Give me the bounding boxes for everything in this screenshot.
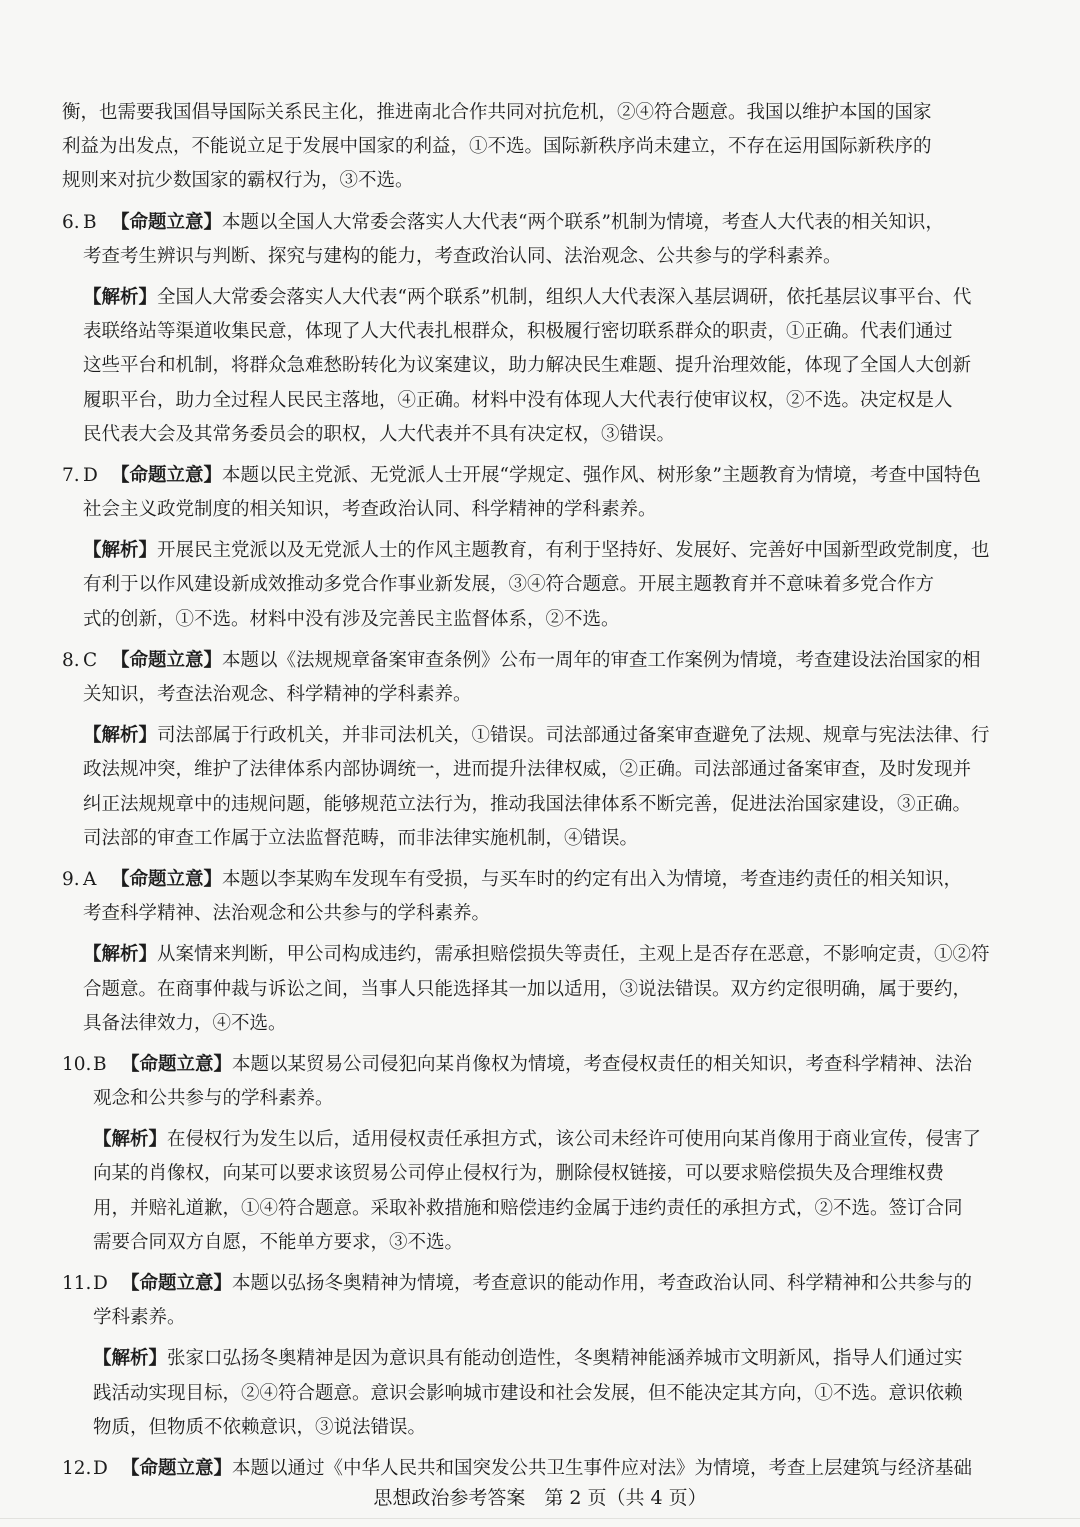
intent-text: 社会主义政党制度的相关知识，考查政治认同、科学精神的学科素养。 <box>83 499 657 521</box>
analysis-text: 张家口弘扬冬奥精神是因为意识具有能动创造性，冬奥精神能涵养城市文明新风，指导人们通过实 <box>167 1348 963 1370</box>
question-number: 7. <box>62 464 80 486</box>
question-intent-line <box>62 1048 1027 1082</box>
intent-text: 本题以全国人大常委会落实人大代表“两个联系”机制为情境，考查人大代表的相关知识， <box>222 211 944 233</box>
question-8 <box>62 644 1027 856</box>
intent-text: 本题以通过《中华人民共和国突发公共卫生事件应对法》为情境，考查上层建筑与经济基础 <box>232 1457 973 1479</box>
page-bottom-edge <box>0 1518 1080 1519</box>
analysis-text: 需要合同双方自愿，不能单方要求，③不选。 <box>93 1231 464 1253</box>
intent-tag: 【命题立意】 <box>121 1273 233 1294</box>
answer-letter: B <box>83 211 97 233</box>
analysis-line <box>62 281 1027 315</box>
analysis-line <box>62 534 1027 568</box>
continued-analysis <box>62 96 1027 199</box>
question-intent-line <box>62 1452 1027 1486</box>
analysis-text: 司法部属于行政机关，并非司法机关，①错误。司法部通过备案审查避免了法规、规章与宪法法律、行 <box>157 725 990 747</box>
page-footer: 思想政治参考答案 第 2 页（共 4 页） <box>373 1487 707 1509</box>
question-intent-line <box>62 1267 1027 1301</box>
text-line: 利益为出发点，不能说立足于发展中国家的利益，①不选。国际新秩序尚未建立，不存在运用国际新秩序的 <box>62 136 932 158</box>
analysis-line <box>62 1123 1027 1157</box>
analysis-tag: 【解析】 <box>93 1348 168 1370</box>
intent-text: 本题以民主党派、无党派人士开展“学规定、强作风、树形象”主题教育为情境，考查中国特色 <box>222 464 981 486</box>
analysis-text: 在侵权行为发生以后，适用侵权责任承担方式，该公司未经许可使用向某肖像用于商业宣传，侵害了 <box>167 1129 982 1151</box>
intent-text: 观念和公共参与的学科素养。 <box>93 1088 334 1110</box>
answer-letter: B <box>93 1053 107 1075</box>
analysis-text: 式的创新，①不选。材料中没有涉及完善民主监督体系，②不选。 <box>83 608 620 630</box>
intent-text: 本题以李某购车发现车有受损，与买车时的约定有出入为情境，考查违约责任的相关知识， <box>222 868 963 890</box>
analysis-text: 具备法律效力，④不选。 <box>83 1012 287 1034</box>
analysis-text: 从案情来判断，甲公司构成违约，需承担赔偿损失等责任，主观上是否存在恶意，不影响定责，①②符 <box>157 944 990 966</box>
intent-text: 考查科学精神、法治观念和公共参与的学科素养。 <box>83 903 491 925</box>
analysis-text: 有利于以作风建设新成效推动多党合作事业新发展，③④符合题意。开展主题教育并不意味着多党合作方 <box>83 574 935 596</box>
question-number: 6. <box>62 211 80 233</box>
answer-letter: A <box>83 868 97 890</box>
analysis-line <box>62 938 1027 972</box>
analysis-line <box>62 1342 1027 1376</box>
answer-letter: D <box>93 1273 108 1294</box>
analysis-text: 这些平台和机制，将群众急难愁盼转化为议案建议，助力解决民生难题、提升治理效能，体现了全国人大创新 <box>83 355 972 377</box>
analysis-text: 政法规冲突，维护了法律体系内部协调统一，进而提升法律权威，②正确。司法部通过备案审查，及时发现并 <box>83 759 972 781</box>
answer-key-content <box>62 96 1027 1486</box>
analysis-tag: 【解析】 <box>83 286 158 308</box>
analysis-text: 全国人大常委会落实人大代表“两个联系”机制，组织人大代表深入基层调研，依托基层议事平台、代 <box>157 286 972 308</box>
question-intent-line <box>62 863 1027 897</box>
question-number: 9. <box>62 868 80 890</box>
question-number: 12. <box>62 1457 92 1479</box>
question-9 <box>62 863 1027 1041</box>
question-10 <box>62 1048 1027 1260</box>
question-number: 10. <box>62 1053 92 1075</box>
question-intent-line <box>62 206 1027 240</box>
answer-letter: C <box>83 649 98 671</box>
text-line: 规则来对抗少数国家的霸权行为，③不选。 <box>62 170 414 192</box>
question-12 <box>62 1452 1027 1486</box>
analysis-tag: 【解析】 <box>83 540 158 562</box>
answer-letter: D <box>93 1457 108 1479</box>
question-intent-line <box>62 459 1027 493</box>
intent-tag: 【命题立意】 <box>111 868 223 890</box>
intent-text: 本题以某贸易公司侵犯向某肖像权为情境，考查侵权责任的相关知识，考查科学精神、法治 <box>232 1053 973 1075</box>
question-number: 8. <box>62 649 80 671</box>
analysis-text: 司法部的审查工作属于立法监督范畴，而非法律实施机制，④错误。 <box>83 827 639 849</box>
analysis-tag: 【解析】 <box>83 725 158 747</box>
analysis-text: 物质，但物质不依赖意识，③说法错误。 <box>93 1416 427 1438</box>
analysis-text: 用，并赔礼道歉，①④符合题意。采取补救措施和赔偿违约金属于违约责任的承担方式，②不选。签订合同 <box>93 1197 963 1219</box>
analysis-text: 履职平台，助力全过程人民民主落地，④正确。材料中没有体现人大代表行使审议权，②不选。决定权是人 <box>83 389 953 411</box>
analysis-text: 民代表大会及其常务委员会的职权，人大代表并不具有决定权，③错误。 <box>83 423 676 445</box>
analysis-text: 纠正法规规章中的违规问题，能够规范立法行为，推动我国法律体系不断完善，促进法治国家建设，③正确。 <box>83 793 972 815</box>
question-intent-line <box>62 644 1027 678</box>
intent-text: 考查考生辨识与判断、探究与建构的能力，考查政治认同、法治观念、公共参与的学科素养。 <box>83 245 842 267</box>
question-7 <box>62 459 1027 637</box>
analysis-text: 向某的肖像权，向某可以要求该贸易公司停止侵权行为，删除侵权链接，可以要求赔偿损失及合理维权费 <box>93 1163 945 1185</box>
analysis-text: 践活动实现目标，②④符合题意。意识会影响城市建设和社会发展，但不能决定其方向，①不选。意识依赖 <box>93 1382 963 1404</box>
intent-tag: 【命题立意】 <box>111 211 223 233</box>
intent-tag: 【命题立意】 <box>111 649 223 671</box>
question-number: 11. <box>62 1273 92 1294</box>
text-line: 衡，也需要我国倡导国际关系民主化，推进南北合作共同对抗危机，②④符合题意。我国以维护本国的国家 <box>62 102 932 123</box>
intent-text: 学科素养。 <box>93 1307 186 1329</box>
analysis-text: 合题意。在商事仲裁与诉讼之间，当事人只能选择其一加以适用，③说法错误。双方约定很明确，属于要约， <box>83 978 972 1000</box>
question-11 <box>62 1267 1027 1445</box>
intent-tag: 【命题立意】 <box>121 1053 233 1075</box>
analysis-line <box>62 719 1027 753</box>
intent-text: 关知识，考查法治观念、科学精神的学科素养。 <box>83 684 472 705</box>
analysis-tag: 【解析】 <box>93 1129 168 1151</box>
intent-tag: 【命题立意】 <box>111 464 223 486</box>
analysis-tag: 【解析】 <box>83 944 158 966</box>
analysis-text: 表联络站等渠道收集民意，体现了人大代表扎根群众，积极履行密切联系群众的职责，①正确。代表们通过 <box>83 321 953 343</box>
intent-text: 本题以《法规规章备案审查条例》公布一周年的审查工作案例为情境，考查建设法治国家的相 <box>222 649 981 671</box>
analysis-text: 开展民主党派以及无党派人士的作风主题教育，有利于坚持好、发展好、完善好中国新型政党制度，也 <box>157 540 990 562</box>
question-6 <box>62 206 1027 452</box>
intent-text: 本题以弘扬冬奥精神为情境，考查意识的能动作用，考查政治认同、科学精神和公共参与的 <box>232 1273 973 1294</box>
answer-letter: D <box>83 464 98 486</box>
intent-tag: 【命题立意】 <box>121 1457 233 1479</box>
